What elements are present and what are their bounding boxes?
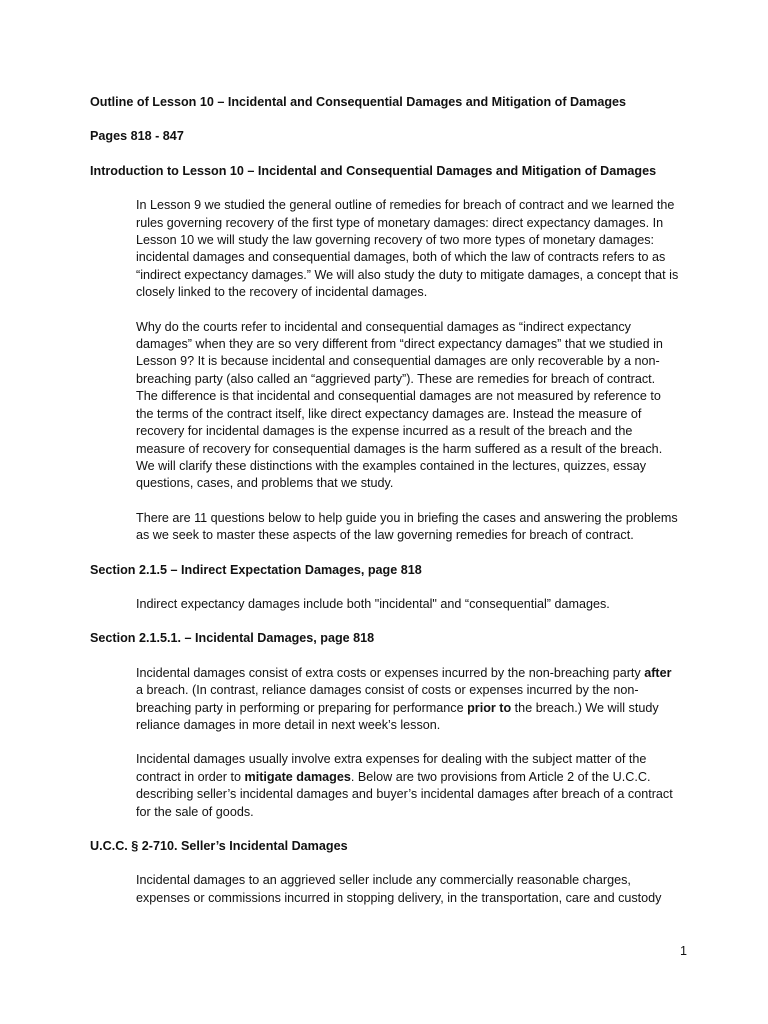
ucc-2-710-paragraph: Incidental damages to an aggrieved seller include any commercially reasonable charges, expenses or commissions incurred in stopping delivery, in the transportation, care and custody <box>136 873 662 905</box>
text-run: Incidental damages usually involve extra expenses for dealing with the subject matter of the contract in order to <box>136 752 647 784</box>
emphasis-after: after <box>644 665 672 680</box>
introduction-heading: Introduction to Lesson 10 – Incidental and Consequential Damages and Mitigation of Damages <box>90 163 657 178</box>
incidental-damages-paragraph-1 <box>136 665 680 735</box>
pages-range: Pages 818 - 847 <box>90 129 184 144</box>
intro-paragraph-2: Why do the courts refer to incidental and consequential damages as “indirect expectancy damages” when they are so very different from “direct expectancy damages” that we studied in Lesson 9? It is because incidental and consequential damages are only recoverable by a non-breaching party (also called an “aggrieved party”). These are remedies for breach of contract. The difference is that incidental and consequential damages are not measured by reference to the terms of the contract itself, like direct expectancy damages are. Instead the measure of recovery for incidental damages is the expense incurred as a result of the breach and the measure of recovery for consequential damages is the harm suffered as a result of the breach. We will clarify these distinctions with the examples contained in the lectures, quizzes, essay questions, cases, and problems that we study. <box>136 319 663 491</box>
emphasis-mitigate-damages: mitigate damages <box>244 769 351 784</box>
section-2-1-5-1-heading: Section 2.1.5.1. – Incidental Damages, page 818 <box>90 631 375 646</box>
text-run: . Below are two provisions from Article 2 of the U.C.C. describing seller’s incidental damages and buyer’s incidental damages after breach of a contract for the sale of goods. <box>136 769 673 819</box>
text-run: Incidental damages consist of extra costs or expenses incurred by the non-breaching party <box>136 665 645 680</box>
incidental-damages-paragraph-2 <box>136 751 680 821</box>
emphasis-prior-to: prior to <box>467 700 512 715</box>
text-run: the breach.) We will study reliance damages in more detail in next week’s lesson. <box>136 700 659 732</box>
intro-paragraph-1: In Lesson 9 we studied the general outline of remedies for breach of contract and we learned the rules governing recovery of the first type of monetary damages: direct expectancy damages. In Lesson 10 we will study the law governing recovery of two more types of monetary damages: incidental damages and consequential damages, both of which the law of contracts refers to as “indirect expectancy damages.” We will also study the duty to mitigate damages, a concept that is closely linked to the recovery of incidental damages. <box>136 198 679 300</box>
ucc-2-710-heading: U.C.C. § 2-710. Seller’s Incidental Damages <box>90 839 348 853</box>
document-body <box>90 94 680 924</box>
text-run: a breach. (In contrast, reliance damages consist of costs or expenses incurred by the non-breaching party in performing or preparing for performance <box>136 683 639 715</box>
section-2-1-5-heading: Section 2.1.5 – Indirect Expectation Damages, page 818 <box>90 562 422 577</box>
document-title: Outline of Lesson 10 – Incidental and Consequential Damages and Mitigation of Damages <box>90 95 627 109</box>
section-2-1-5-paragraph: Indirect expectancy damages include both "incidental" and “consequential” damages. <box>136 596 610 611</box>
page-number: 1 <box>679 944 687 958</box>
intro-paragraph-3: There are 11 questions below to help guide you in briefing the cases and answering the problems as we seek to master these aspects of the law governing remedies for breach of contract. <box>136 510 678 543</box>
